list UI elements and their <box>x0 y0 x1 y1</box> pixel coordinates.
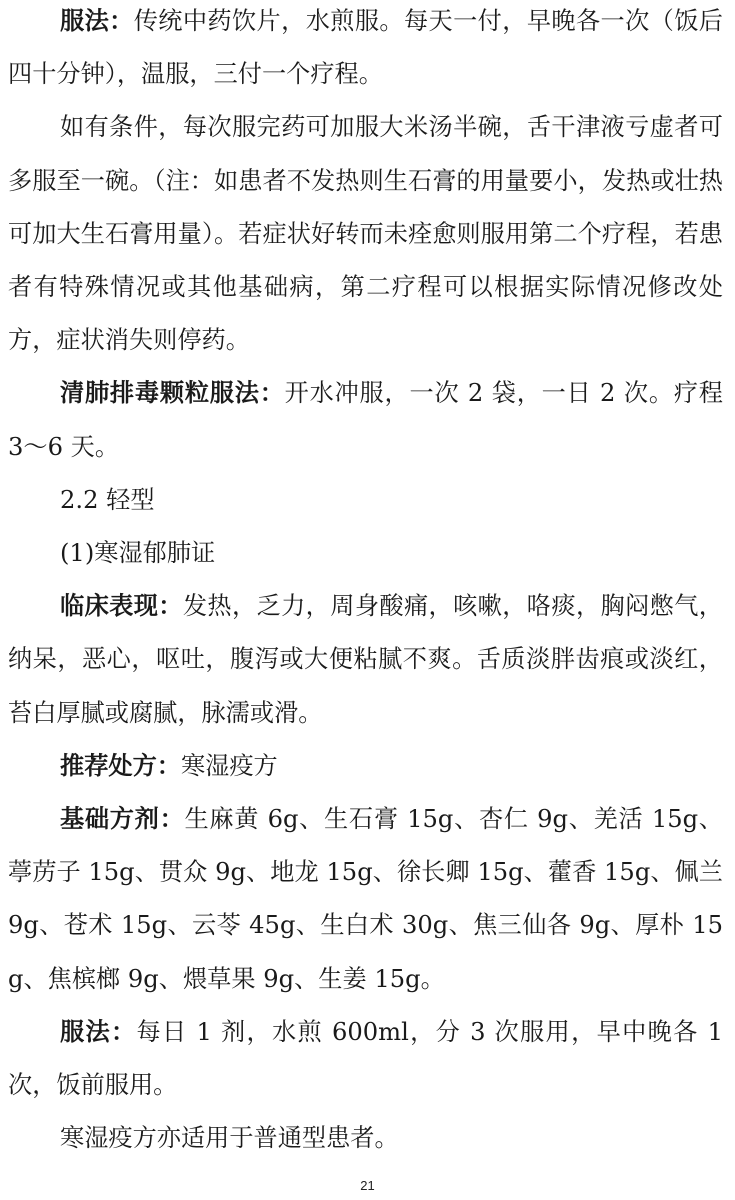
paragraph-label: 临床表现： <box>60 592 183 621</box>
paragraph-text: 发热，乏力，周身酸痛，咳嗽，咯痰，胸闷憋气，纳呆，恶心，呕吐，腹泻或大便粘腻不爽。舌质淡胖齿痕或淡红，苔白厚腻或腐腻，脉濡或滑。 <box>8 592 723 727</box>
paragraph-dosage-method <box>8 0 723 101</box>
paragraph-base-formula <box>8 793 723 1006</box>
paragraph-clinical-manifestation <box>8 580 723 740</box>
page-number: 21 <box>360 1178 375 1193</box>
paragraph-label: 服法： <box>60 1017 137 1046</box>
paragraph-label: 清肺排毒颗粒服法： <box>60 379 285 408</box>
paragraph-rice-soup-note <box>8 101 723 367</box>
paragraph-label: 服法： <box>60 7 134 35</box>
paragraph-label: 推荐处方： <box>60 751 181 780</box>
paragraph-text: 传统中药饮片，水煎服。每天一付，早晚各一次（饭后四十分钟），温服，三付一个疗程。 <box>8 7 723 89</box>
paragraph-text: 寒湿疫方亦适用于普通型患者。 <box>60 1124 399 1153</box>
paragraph-formula-dosage <box>8 1006 723 1112</box>
section-heading: 2.2 轻型 <box>60 485 155 514</box>
paragraph-text: 开水冲服，一次 2 袋，一日 2 次。疗程 3～6 天。 <box>8 379 723 461</box>
paragraph-text: 寒湿疫方 <box>180 751 278 780</box>
paragraph-text: 如有条件，每次服完药可加服大米汤半碗，舌干津液亏虚者可多服至一碗。（注：如患者不发热则生石膏的用量要小，发热或壮热可加大生石膏用量）。若症状好转而未痊愈则服用第二个疗程，若患者有特殊情况或其他基础病，第二疗程可以根据实际情况修改处方，症状消失则停药。 <box>8 113 723 355</box>
paragraph-text: 每日 1 剂，水煎 600ml，分 3 次服用，早中晚各 1 次，饭前服用。 <box>8 1017 723 1100</box>
paragraph-label: 基础方剂： <box>60 805 185 834</box>
paragraph-text: 生麻黄 6g、生石膏 15g、杏仁 9g、羌活 15g、葶苈子 15g、贯众 9g、地龙 15g、徐长卿 15g、藿香 15g、佩兰 9g、苍术 15g、云苓 45g、生白术 30g、焦三仙各 9g、厚朴 15g、焦槟榔 9g、煨草果 9g、生姜 15g。 <box>8 805 723 993</box>
paragraph-recommended-prescription <box>8 740 723 793</box>
paragraph-qingfei-granules <box>8 367 723 473</box>
subsection-heading: (1)寒湿郁肺证 <box>60 539 216 568</box>
paragraph-applicability-note <box>8 1112 723 1165</box>
document-page <box>8 0 723 1165</box>
